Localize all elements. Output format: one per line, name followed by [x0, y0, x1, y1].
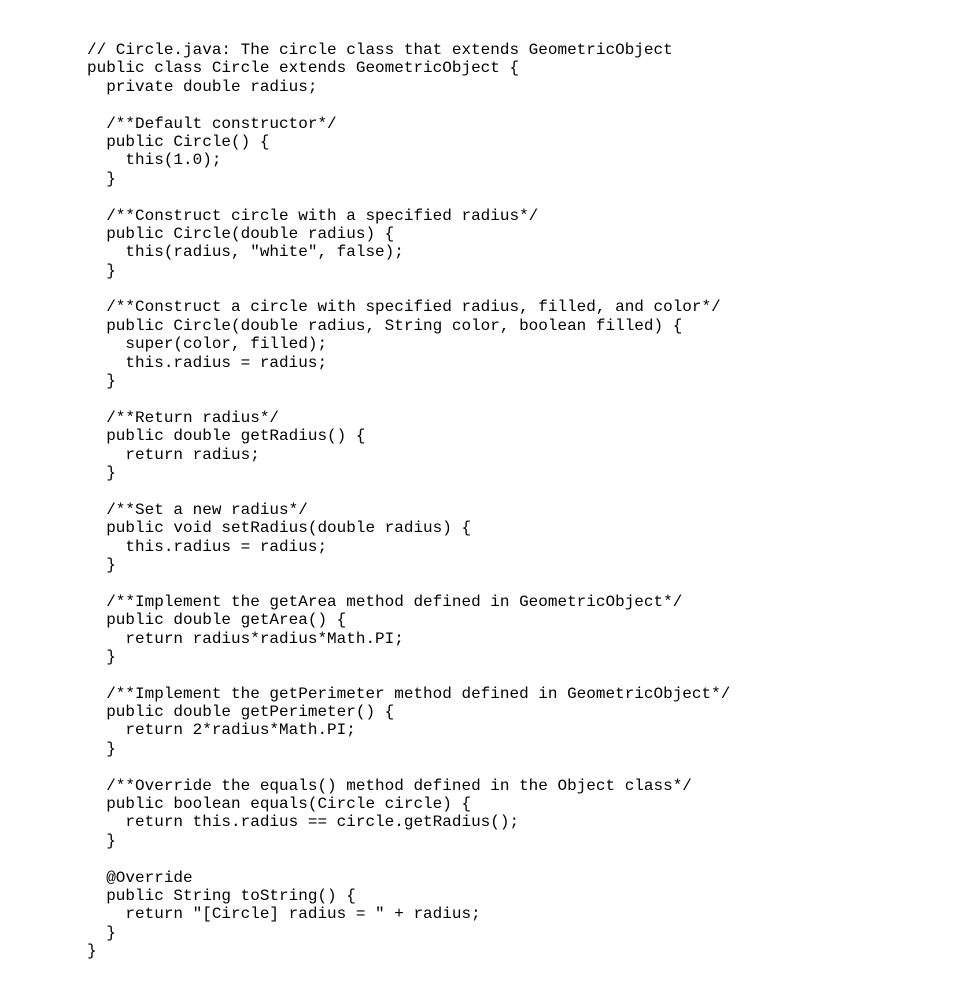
code-line: // Circle.java: The circle class that extends GeometricObject	[87, 41, 673, 59]
code-line: public class Circle extends GeometricObject {	[87, 59, 520, 78]
code-line	[87, 850, 730, 868]
code-line: public double getPerimeter() {	[87, 703, 395, 722]
code-line: public boolean equals(Circle circle) {	[87, 795, 472, 814]
code-line: }	[87, 555, 116, 574]
code-listing	[87, 41, 730, 961]
code-line	[87, 574, 730, 592]
code-line: public Circle(double radius, String color, boolean filled) {	[87, 316, 683, 335]
code-line: return radius*radius*Math.PI;	[87, 629, 404, 648]
code-line: return this.radius == circle.getRadius();	[87, 813, 520, 832]
code-line: return 2*radius*Math.PI;	[87, 721, 356, 740]
code-line: }	[87, 739, 116, 758]
code-line	[87, 280, 730, 298]
code-line	[87, 482, 730, 500]
code-line: /**Implement the getArea method defined in GeometricObject*/	[87, 592, 683, 611]
code-line: public double getRadius() {	[87, 427, 366, 446]
code-line: }	[87, 463, 116, 482]
code-line: public Circle(double radius) {	[87, 224, 395, 243]
code-line: }	[87, 923, 116, 942]
code-line: public double getArea() {	[87, 611, 347, 630]
code-line: public void setRadius(double radius) {	[87, 519, 472, 538]
code-line: /**Construct circle with a specified radius*/	[87, 206, 539, 225]
code-line: return "[Circle] radius = " + radius;	[87, 905, 481, 924]
code-line: this.radius = radius;	[87, 353, 328, 372]
code-line: }	[87, 942, 97, 961]
code-line: }	[87, 647, 116, 666]
code-line	[87, 188, 730, 206]
code-line: /**Return radius*/	[87, 408, 280, 427]
code-line: }	[87, 372, 116, 391]
code-line: private double radius;	[87, 77, 318, 96]
code-line: return radius;	[87, 445, 260, 464]
code-line	[87, 390, 730, 408]
code-line: this(1.0);	[87, 151, 222, 170]
code-line	[87, 666, 730, 684]
code-line: /**Implement the getPerimeter method defined in GeometricObject*/	[87, 684, 731, 703]
code-line: /**Construct a circle with specified radius, filled, and color*/	[87, 298, 721, 317]
code-line: this.radius = radius;	[87, 537, 328, 556]
code-line: this(radius, "white", false);	[87, 243, 404, 262]
code-line: /**Default constructor*/	[87, 114, 337, 133]
code-line: @Override	[87, 868, 193, 887]
code-line: /**Set a new radius*/	[87, 500, 308, 519]
code-line: }	[87, 831, 116, 850]
code-line: /**Override the equals() method defined in the Object class*/	[87, 776, 692, 795]
code-line: }	[87, 261, 116, 280]
code-line: }	[87, 169, 116, 188]
code-line	[87, 758, 730, 776]
code-line: public Circle() {	[87, 132, 270, 151]
code-line: public String toString() {	[87, 886, 356, 905]
code-line	[87, 96, 730, 114]
code-line: super(color, filled);	[87, 335, 328, 354]
